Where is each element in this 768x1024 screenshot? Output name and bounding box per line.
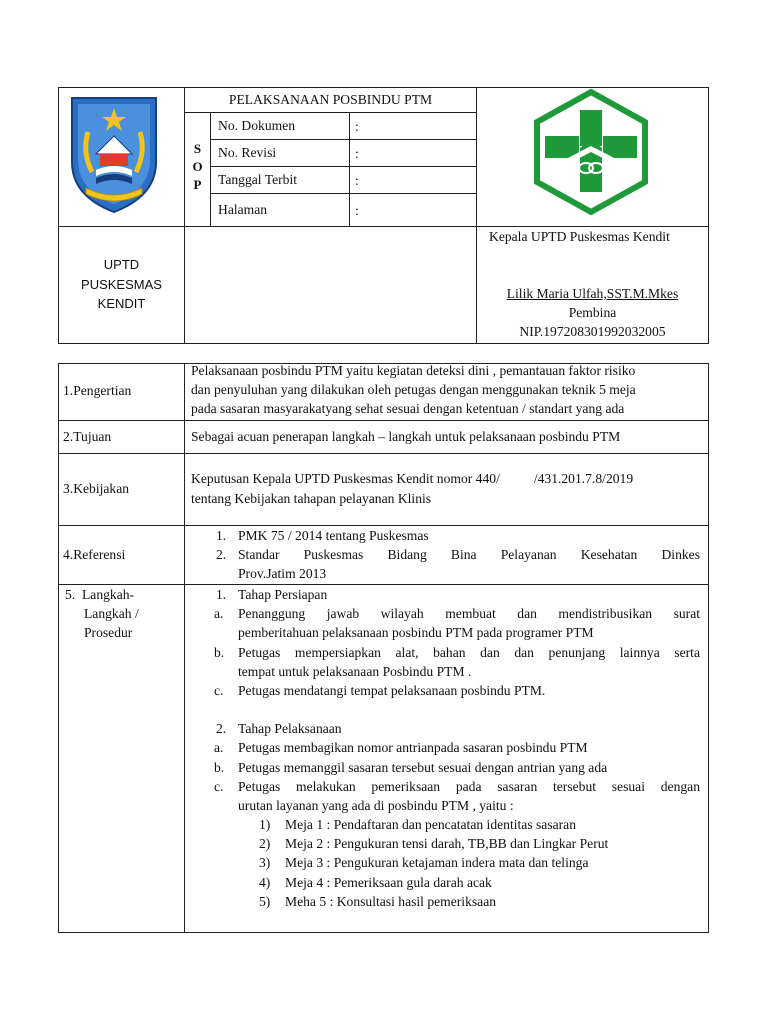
tahap1-letter-c: c. bbox=[214, 683, 224, 698]
referensi-num-2: 2. bbox=[216, 547, 227, 562]
referensi-item-2-line-2: Prov.Jatim 2013 bbox=[238, 566, 327, 581]
referensi-item-2-line-1: Standar Puskesmas Bidang Bina Pelayanan Kesehatan Dinkes bbox=[238, 547, 700, 562]
label-referensi: 4.Referensi bbox=[63, 547, 126, 562]
label-kebijakan: 3.Kebijakan bbox=[63, 481, 130, 496]
referensi-num-1: 1. bbox=[216, 528, 227, 543]
pengertian-line-1: Pelaksanaan posbindu PTM yaitu kegiatan deteksi dini , pemantauan faktor risiko bbox=[191, 363, 636, 378]
signatory-name: Lilik Maria Ulfah,SST.M.Mkes bbox=[506, 286, 679, 301]
meja-3-num: 3) bbox=[259, 855, 271, 870]
meja-4-text: Meja 4 : Pemeriksaan gula darah acak bbox=[285, 875, 492, 890]
tahap1-item-a-line-2: pemberitahuan pelaksanaan posbindu PTM pada programer PTM bbox=[238, 625, 594, 640]
tahap1-letter-b: b. bbox=[214, 645, 225, 660]
kebijakan-line-2: tentang Kebijakan tahapan pelayanan Klinis bbox=[191, 491, 432, 506]
pengertian-line-2: dan penyuluhan yang dilakukan oleh petugas dengan menggunakan teknik 5 meja bbox=[191, 382, 636, 397]
meja-4-num: 4) bbox=[259, 875, 271, 890]
puskesmas-logo bbox=[528, 88, 654, 216]
meta-label-no-dokumen: No. Dokumen bbox=[218, 118, 296, 133]
meja-2-text: Meja 2 : Pengukuran tensi darah, TB,BB dan Lingkar Perut bbox=[285, 836, 609, 851]
meja-1-num: 1) bbox=[259, 817, 271, 832]
signatory-rank: Pembina bbox=[568, 305, 617, 320]
signatory-nip: NIP.197208301992032005 bbox=[519, 324, 666, 339]
meta-value-no-revisi: : bbox=[355, 146, 359, 161]
tahap1-item-c-line-1: Petugas mendatangi tempat pelaksanaan posbindu PTM. bbox=[238, 683, 546, 698]
tahap2-item-a-line-1: Petugas membagikan nomor antrianpada sasaran posbindu PTM bbox=[238, 740, 588, 755]
signatory-position: Kepala UPTD Puskesmas Kendit bbox=[489, 229, 670, 244]
tujuan-text: Sebagai acuan penerapan langkah – langkah untuk pelaksanaan posbindu PTM bbox=[191, 429, 621, 444]
tahap2-title: Tahap Pelaksanaan bbox=[238, 721, 342, 736]
tahap2-letter-c: c. bbox=[214, 779, 224, 794]
meta-label-no-revisi: No. Revisi bbox=[218, 145, 277, 160]
meja-3-text: Meja 3 : Pengukuran ketajaman indera mata dan telinga bbox=[285, 855, 589, 870]
sop-label: S O P bbox=[192, 141, 203, 192]
tahap2-item-c-line-2: urutan layanan yang ada di posbindu PTM , yaitu : bbox=[238, 798, 514, 813]
tahap1-item-b-line-1: Petugas mempersiapkan alat, bahan dan dan penunjang lainnya serta bbox=[238, 645, 700, 660]
meta-value-tanggal-terbit: : bbox=[355, 173, 359, 188]
tahap2-letter-a: a. bbox=[214, 740, 224, 755]
tahap1-item-b-line-2: tempat untuk pelaksanaan Posbindu PTM . bbox=[238, 664, 472, 679]
label-pengertian: 1.Pengertian bbox=[63, 383, 132, 398]
meja-5-num: 5) bbox=[259, 894, 271, 909]
institution-name: UPTD PUSKESMAS KENDIT bbox=[81, 257, 162, 311]
meja-2-num: 2) bbox=[259, 836, 271, 851]
document-title: PELAKSANAAN POSBINDU PTM bbox=[228, 92, 433, 107]
label-prosedur: 5. Langkah- Langkah / Prosedur bbox=[65, 587, 139, 640]
tahap2-num: 2. bbox=[216, 721, 227, 736]
tahap1-num: 1. bbox=[216, 587, 227, 602]
tahap2-item-c-line-1: Petugas melakukan pemeriksaan pada sasaran tersebut sesuai dengan bbox=[238, 779, 700, 794]
tahap1-item-a-line-1: Penanggung jawab wilayah membuat dan mendistribusikan surat bbox=[238, 606, 700, 621]
signatory-block bbox=[477, 284, 708, 341]
tahap1-title: Tahap Persiapan bbox=[238, 587, 328, 602]
meja-5-text: Meha 5 : Konsultasi hasil pemeriksaan bbox=[285, 894, 497, 909]
meta-value-no-dokumen: : bbox=[355, 119, 359, 134]
tahap2-letter-b: b. bbox=[214, 760, 225, 775]
label-tujuan: 2.Tujuan bbox=[63, 429, 112, 444]
meta-label-tanggal-terbit: Tanggal Terbit bbox=[218, 172, 298, 187]
pengertian-line-3: pada sasaran masyarakatyang sehat sesuai dengan ketentuan / standart yang ada bbox=[191, 401, 625, 416]
meja-1-text: Meja 1 : Pendaftaran dan pencatatan identitas sasaran bbox=[285, 817, 577, 832]
meta-value-halaman: : bbox=[355, 203, 359, 218]
tahap2-item-b-line-1: Petugas memanggil sasaran tersebut sesuai dengan antrian yang ada bbox=[238, 760, 608, 775]
kebijakan-line-1: Keputusan Kepala UPTD Puskesmas Kendit nomor 440/ /431.201.7.8/2019 bbox=[191, 471, 634, 486]
meta-label-halaman: Halaman bbox=[218, 202, 268, 217]
tahap1-letter-a: a. bbox=[214, 606, 224, 621]
referensi-item-1: PMK 75 / 2014 tentang Puskesmas bbox=[238, 528, 429, 543]
regional-emblem-logo bbox=[66, 92, 162, 216]
